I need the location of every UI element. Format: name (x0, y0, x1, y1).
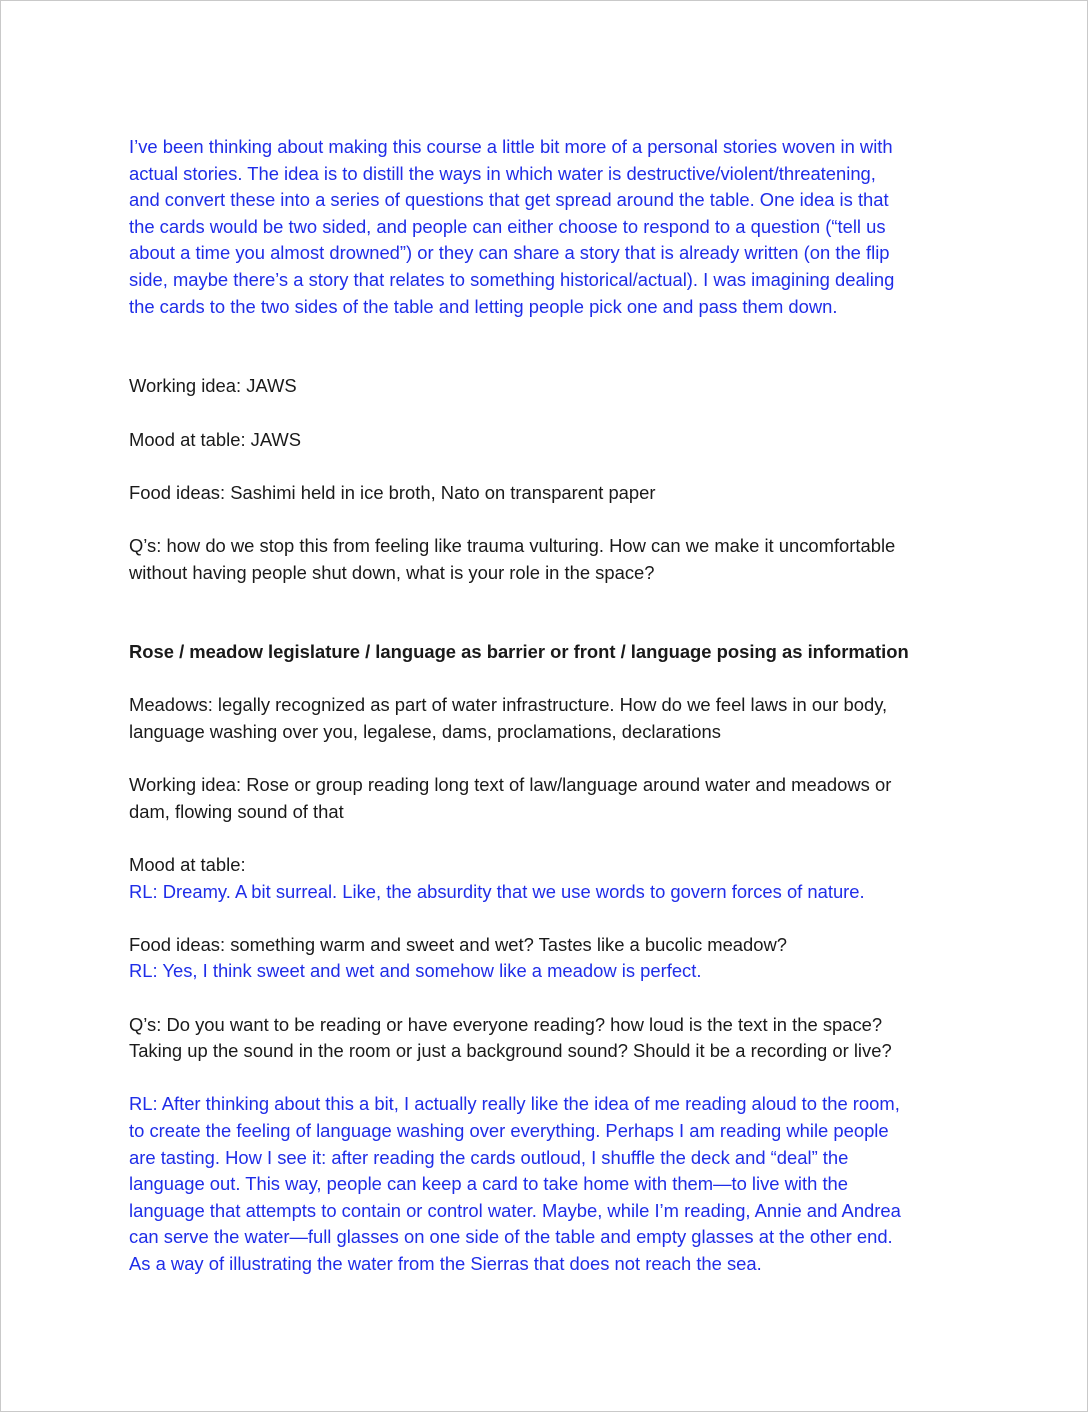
rose-working-idea-line: Working idea: Rose or group reading long text of law/language around water and meadows or (129, 774, 892, 796)
rose-meadows (129, 692, 969, 745)
rose-questions-line: Q’s: Do you want to be reading or have everyone reading? how loud is the text in the space? (129, 1013, 883, 1035)
rose-questions (129, 1012, 969, 1065)
rose-food (129, 932, 969, 985)
rose-meadows-line: Meadows: legally recognized as part of water infrastructure. How do we feel laws in our body, (129, 694, 888, 716)
jaws-questions (129, 533, 969, 586)
intro-paragraph (129, 134, 969, 320)
rose-mood-label: Mood at table: (129, 854, 246, 876)
intro-line: side, maybe there’s a story that relates to something historical/actual). I was imagining dealing (129, 268, 895, 290)
final-reply-line: to create the feeling of language washing over everything. Perhaps I am reading while people (129, 1119, 889, 1141)
jaws-mood-text: Mood at table: JAWS (129, 428, 302, 450)
rose-mood (129, 852, 969, 905)
final-reply-line: As a way of illustrating the water from the Sierras that does not reach the sea. (129, 1252, 762, 1274)
jaws-mood (129, 427, 969, 454)
jaws-food (129, 480, 969, 507)
intro-line: the cards to the two sides of the table and letting people pick one and pass them down. (129, 295, 838, 317)
rose-food-text: Food ideas: something warm and sweet and wet? Tastes like a bucolic meadow? (129, 933, 787, 955)
document-body (129, 134, 969, 1278)
rose-working-idea (129, 772, 969, 825)
final-reply-line: are tasting. How I see it: after reading the cards outloud, I shuffle the deck and “deal” the (129, 1146, 849, 1168)
rose-section-heading (129, 639, 969, 666)
final-reply-line: language out. This way, people can keep a card to take home with them—to live with the (129, 1173, 849, 1195)
jaws-working-idea (129, 373, 969, 400)
rose-working-idea-line: dam, flowing sound of that (129, 800, 344, 822)
final-reply-line: RL: After thinking about this a bit, I actually really like the idea of me reading aloud to the room, (129, 1093, 900, 1115)
jaws-questions-line: without having people shut down, what is your role in the space? (129, 561, 655, 583)
rose-meadows-line: language washing over you, legalese, dams, proclamations, declarations (129, 721, 721, 743)
intro-line: I’ve been thinking about making this course a little bit more of a personal stories woven in with (129, 136, 893, 157)
rose-food-reply: RL: Yes, I think sweet and wet and somehow like a meadow is perfect. (129, 960, 702, 982)
jaws-working-idea-text: Working idea: JAWS (129, 375, 297, 397)
intro-line: the cards would be two sided, and people can either choose to respond to a question (“tell us (129, 215, 886, 237)
intro-line: actual stories. The idea is to distill the ways in which water is destructive/violent/threatening, (129, 162, 876, 184)
rose-mood-reply: RL: Dreamy. A bit surreal. Like, the absurdity that we use words to govern forces of nature. (129, 880, 865, 902)
intro-line: and convert these into a series of questions that get spread around the table. One idea is that (129, 189, 889, 211)
rose-final-reply (129, 1091, 969, 1277)
jaws-food-text: Food ideas: Sashimi held in ice broth, Nato on transparent paper (129, 481, 656, 503)
jaws-questions-line: Q’s: how do we stop this from feeling like trauma vulturing. How can we make it uncomfortable (129, 534, 896, 556)
intro-line: about a time you almost drowned”) or they can share a story that is already written (on the flip (129, 242, 890, 264)
final-reply-line: language that attempts to contain or control water. Maybe, while I’m reading, Annie and Andrea (129, 1199, 901, 1221)
rose-heading-text: Rose / meadow legislature / language as barrier or front / language posing as information (129, 641, 909, 663)
rose-questions-line: Taking up the sound in the room or just a background sound? Should it be a recording or live? (129, 1040, 892, 1062)
final-reply-line: can serve the water—full glasses on one side of the table and empty glasses at the other end. (129, 1226, 893, 1248)
